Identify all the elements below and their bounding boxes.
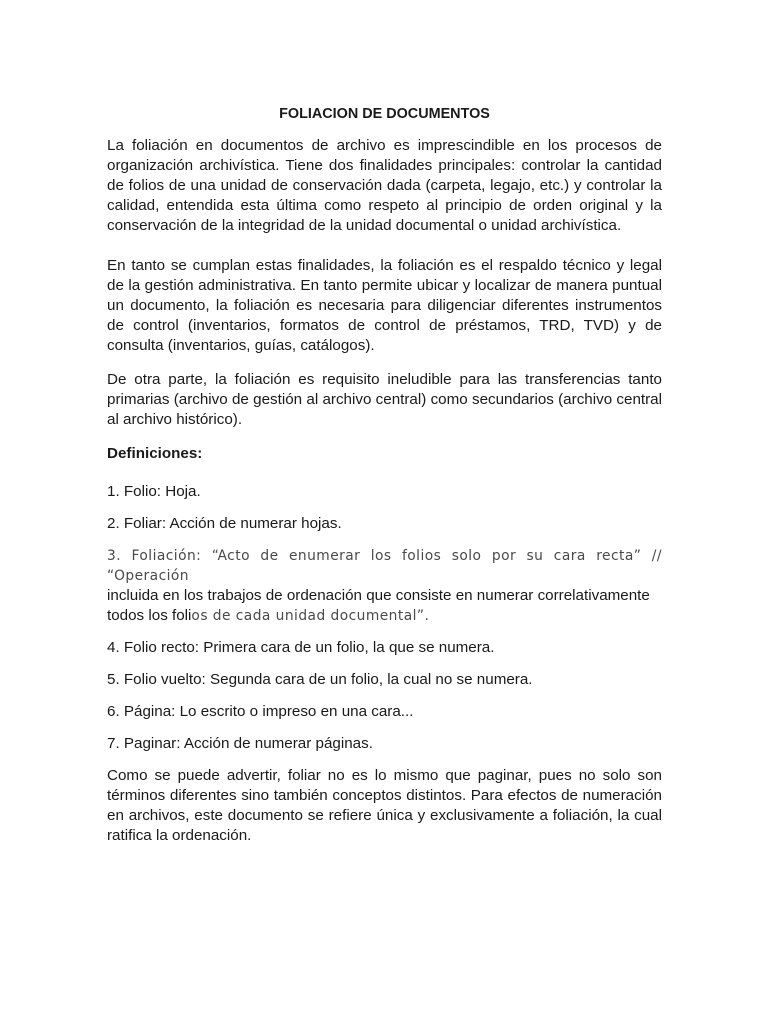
definition-folio: 1. Folio: Hoja. — [107, 483, 201, 500]
definitions-heading: Definiciones: — [107, 445, 203, 462]
purpose-paragraph: En tanto se cumplan estas finalidades, la foliación es el respaldo técnico y legal de la gestión administrativa. En tanto permite ubicar y localizar de manera puntual un documento, la foliación es necesaria para diligenciar diferentes instrumentos de control (inventarios, formatos de control de préstamos, TRD, TVD) y de consulta (inventarios, guías, catálogos). — [107, 257, 662, 354]
document-page — [107, 104, 662, 860]
definition-pagina: 6. Página: Lo escrito o impreso en una cara... — [107, 703, 414, 720]
definition-foliacion-line3-end: os de cada unidad documental”. — [191, 608, 430, 624]
document-title: FOLIACION DE DOCUMENTOS — [279, 106, 490, 122]
definition-foliar: 2. Foliar: Acción de numerar hojas. — [107, 515, 342, 532]
definition-foliacion-line1 — [107, 546, 662, 586]
definition-folio-recto: 4. Folio recto: Primera cara de un folio, la que se numera. — [107, 639, 495, 656]
intro-paragraph: La foliación en documentos de archivo es imprescindible en los procesos de organización archivística. Tiene dos finalidades principales: controlar la cantidad de folios de una unidad de conservación dada (carpeta, legajo, etc.) y controlar la calidad, entendida esta última como respeto al principio de orden original y la conservación de la integridad de la unidad documental o unidad archivística. — [107, 137, 662, 234]
definition-foliacion — [107, 546, 662, 626]
definition-foliacion-quote: 3. Foliación: “Acto de enumerar los folios solo por su cara recta” // “Operación — [107, 548, 662, 584]
definition-foliacion-line3-start: todos los foli — [107, 607, 192, 624]
closing-paragraph: Como se puede advertir, foliar no es lo mismo que paginar, pues no solo son términos diferentes sino también conceptos distintos. Para efectos de numeración en archivos, este documento se refiere única y exclusivamente a foliación, la cual ratifica la ordenación. — [107, 767, 662, 844]
definition-foliacion-line3 — [107, 606, 662, 626]
definition-folio-vuelto: 5. Folio vuelto: Segunda cara de un folio, la cual no se numera. — [107, 671, 533, 688]
definition-paginar: 7. Paginar: Acción de numerar páginas. — [107, 735, 373, 752]
transfer-paragraph: De otra parte, la foliación es requisito ineludible para las transferencias tanto primarias (archivo de gestión al archivo central) como secundarios (archivo central al archivo histórico). — [107, 371, 662, 428]
definition-foliacion-line2: incluida en los trabajos de ordenación que consiste en numerar correlativamente — [107, 587, 650, 604]
